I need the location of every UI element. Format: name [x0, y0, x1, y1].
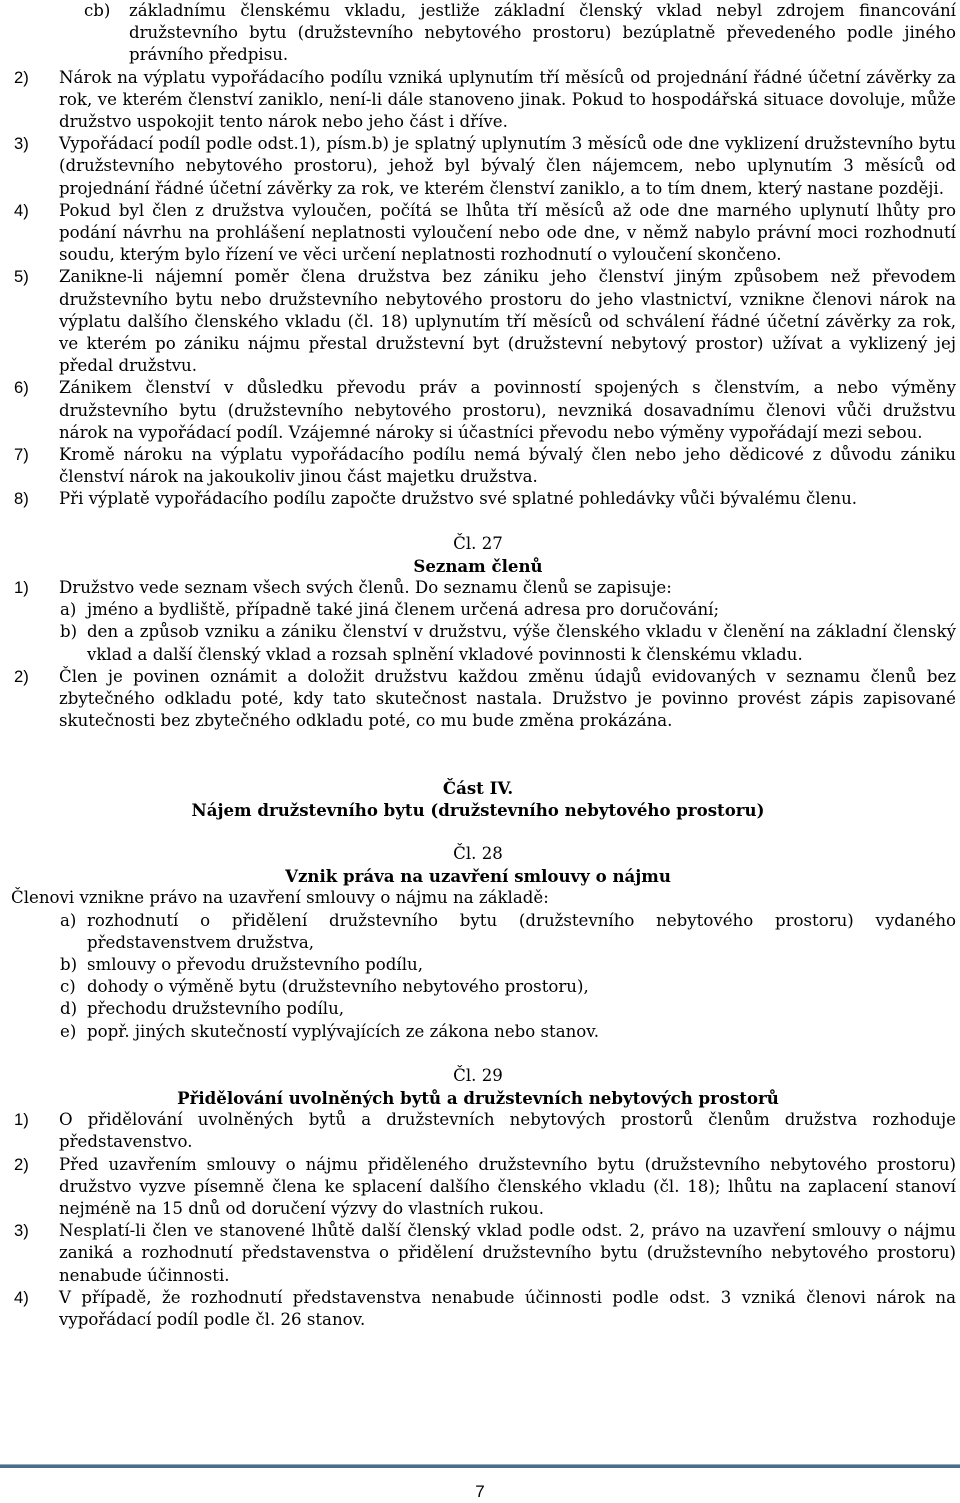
sub-item-letter: a) [60, 910, 77, 930]
sub-item-letter: c) [60, 977, 76, 997]
sub-item-letter: a) [60, 600, 77, 620]
list-item [14, 488, 956, 510]
article-27-title: Seznam členů [413, 555, 543, 576]
list-item [14, 1109, 956, 1153]
part-heading: Část IV. [442, 777, 514, 798]
sub-item [60, 621, 956, 665]
item-text: Nárok na výplatu vypořádacího podílu vzniká uplynutím tří měsíců od projednání řádné účetní závěrky za rok, ve kterém členství zaniklo, není-li dále stanoveno jinak. Pokud to hospodářská situace dovoluje, může družstvo uspokojit tento nárok nebo jeho část i dříve. [59, 67, 956, 132]
footer-rule [0, 1464, 960, 1468]
item-text: Při výplatě vypořádacího podílu započte družstvo své splatné pohledávky vůči bývalému členu. [59, 489, 858, 509]
list-item [14, 1220, 956, 1287]
article-29-title: Přidělování uvolněných bytů a družstevních nebytových prostorů [177, 1087, 779, 1108]
item-number: 4) [14, 1287, 29, 1307]
item-number: 2) [14, 666, 29, 686]
list-item [14, 444, 956, 488]
item-number: 1) [14, 1110, 29, 1130]
article-28-number: Čl. 28 [453, 843, 503, 863]
list-item [14, 266, 956, 377]
sub-item-text: popř. jiných skutečností vyplývajících ze zákona nebo stanov. [87, 1021, 599, 1041]
item-number: 4) [14, 200, 29, 220]
sub-item [60, 998, 956, 1020]
sub-item-text: dohody o výměně bytu (družstevního nebytového prostoru), [87, 977, 589, 997]
list-item [14, 666, 956, 733]
list-item [14, 1154, 956, 1221]
article-29-number: Čl. 29 [453, 1065, 503, 1085]
item-text: Vypořádací podíl podle odst.1), písm.b) je splatný uplynutím 3 měsíců ode dne vyklizení družstevního bytu (družstevního nebytového prostoru), jehož byl bývalý člen nájemcem, nebo uplynutím 3 měsíců od projednání řádné účetní závěrky za rok, ve kterém členství zaniklo, a to tím dnem, který nastane později. [59, 134, 956, 198]
spacer [0, 733, 960, 777]
item-number: cb) [84, 1, 111, 20]
article-28-title: Vznik práva na uzavření smlouvy o nájmu [285, 866, 671, 887]
sub-item-text: přechodu družstevního podílu, [87, 999, 345, 1019]
list-item [14, 577, 956, 599]
item-text: Pokud byl člen z družstva vyloučen, počítá se lhůta tří měsíců až ode dne marného uplynutí lhůty pro podání návrhu na prohlášení neplatnosti vyloučení nebo ode dne, v němž nabylo právní moci rozhodnutí soudu, kterým bylo řízení ve věci určení neplatnosti rozhodnutí o vyloučení skončeno. [59, 200, 956, 265]
list-item [14, 377, 956, 444]
item-number: 3) [14, 134, 29, 154]
item-number: 3) [14, 1221, 29, 1241]
sub-item-text: den a způsob vzniku a zániku členství v družstvu, výše členského vkladu v členění na základní členský vklad a další členský vklad a rozsah splnění vkladové povinnosti k členskému vkladu. [87, 622, 956, 664]
item-number: 1) [14, 578, 29, 598]
article-27-number: Čl. 27 [453, 533, 503, 553]
sub-item [60, 599, 956, 621]
article-26-items [0, 67, 960, 511]
item-text: Zanikne-li nájemní poměr člena družstva bez zániku jeho členství jiným způsobem než převodem družstevního bytu nebo družstevního nebytového prostoru do jeho vlastnictví, vznikne členovi nárok na výplatu dalšího členského vkladu (čl. 18) uplynutím tří měsíců od schválení řádné účetní závěrky za rok, ve kterém po zániku nájmu přestal družstevní byt (družstevní nebytový prostor) užívat a vyklizený jej předal družstvu. [59, 267, 956, 376]
item-text: Družstvo vede seznam všech svých členů. Do seznamu členů se zapisuje: [59, 578, 672, 598]
list-item [14, 1287, 956, 1331]
spacer [0, 1043, 960, 1065]
item-number: 5) [14, 267, 29, 287]
item-text: Kromě nároku na výplatu vypořádacího podílu nemá bývalý člen nebo jeho dědicové z důvodu zániku členství nárok na jakoukoliv jinou část majetku družstva. [59, 445, 956, 487]
sub-item-text: smlouvy o převodu družstevního podílu, [87, 954, 423, 974]
sub-item-letter: e) [60, 1021, 77, 1041]
sub-item-text: rozhodnutí o přidělení družstevního bytu (družstevního nebytového prostoru) vydaného představenstvem družstva, [87, 910, 956, 952]
sub-item [60, 1021, 956, 1043]
item-text: V případě, že rozhodnutí představenstva nenabude účinnosti podle odst. 3 vzniká členovi nárok na vypořádací podíl podle čl. 26 stanov. [59, 1287, 956, 1329]
item-number: 6) [14, 378, 29, 398]
item-text: Před uzavřením smlouvy o nájmu přiděleného družstevního bytu (družstevního nebytového prostoru) družstvo vyzve písemně člena ke splacení dalšího členského vkladu (čl. 18); lhůtu na zaplacení stanoví nejméně na 15 dnů od doručení výzvy do vlastních rukou. [59, 1154, 956, 1218]
list-item [14, 67, 956, 134]
item-number: 2) [14, 1154, 29, 1174]
item-number: 2) [14, 67, 29, 87]
sub-item-letter: d) [60, 999, 78, 1019]
item-text: O přidělování uvolněných bytů a družstevních nebytových prostorů členům družstva rozhoduje představenstvo. [59, 1110, 956, 1152]
list-item [84, 0, 956, 67]
list-item [14, 200, 956, 267]
item-number: 8) [14, 489, 29, 509]
sub-item [60, 976, 956, 998]
part-title: Nájem družstevního bytu (družstevního nebytového prostoru) [191, 799, 765, 820]
sub-item [60, 910, 956, 954]
sub-item [60, 954, 956, 976]
sub-item-letter: b) [60, 954, 78, 974]
sub-item-text: jméno a bydliště, případně také jiná členem určená adresa pro doručování; [87, 600, 720, 620]
item-text: Zánikem členství v důsledku převodu práv a povinností spojených s členstvím, a nebo výměny družstevního bytu (družstevního nebytového prostoru), nevzniká dosavadnímu členovi vůči družstvu nárok na vypořádací podíl. Vzájemné nároky si účastníci převodu nebo výměny vypořádají mezi sebou. [59, 378, 956, 442]
spacer [0, 821, 960, 843]
item-text: Člen je povinen oznámit a doložit družstvu každou změnu údajů evidovaných v seznamu členů bez zbytečného odkladu poté, kdy tato skutečnost nastala. Družstvo je povinno provést zápis zapisované skutečnosti bez zbytečného odkladu poté, co mu bude změna prokázána. [59, 666, 956, 731]
item-text: Nesplatí-li člen ve stanovené lhůtě další členský vklad podle odst. 2, právo na uzavření smlouvy o nájmu zaniká a rozhodnutí představenstva o přidělení družstevního bytu (družstevního nebytového prostoru) nenabude účinnosti. [59, 1221, 956, 1285]
sub-item-letter: b) [60, 622, 78, 642]
list-item [14, 133, 956, 200]
item-number: 7) [14, 445, 29, 465]
page-number: 7 [475, 1482, 485, 1501]
spacer [0, 511, 960, 533]
article-28-intro: Členovi vznikne právo na uzavření smlouvy o nájmu na základě: [11, 888, 549, 908]
item-text: základnímu členskému vkladu, jestliže základní členský vklad nebyl zdrojem financování družstevního bytu (družstevního nebytového prostoru) bezúplatně převedeného podle jiného právního předpisu. [129, 1, 956, 65]
